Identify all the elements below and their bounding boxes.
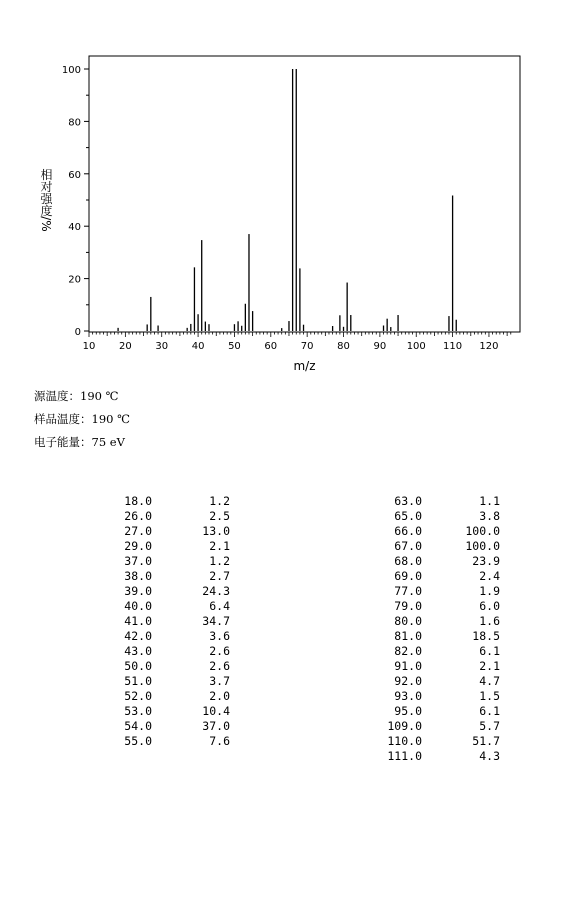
source-temperature-label: 源温度： <box>34 389 80 403</box>
mz-value: 18.0 <box>124 494 152 508</box>
plot-frame <box>89 56 520 332</box>
table-row <box>100 494 230 509</box>
x-tick-label: 60 <box>264 341 278 352</box>
table-row <box>370 749 500 764</box>
table-row <box>100 674 230 689</box>
mz-value: 52.0 <box>124 689 152 703</box>
abundance-value: 37.0 <box>202 719 230 733</box>
abundance-value: 100.0 <box>465 524 500 538</box>
table-row <box>370 584 500 599</box>
abundance-value: 2.1 <box>209 539 230 553</box>
mz-value: 38.0 <box>124 569 152 583</box>
table-row <box>100 554 230 569</box>
table-row <box>370 509 500 524</box>
abundance-value: 3.8 <box>479 509 500 523</box>
table-row <box>100 569 230 584</box>
peak-table-left <box>100 494 230 749</box>
x-tick-label: 90 <box>373 341 387 352</box>
table-row <box>370 599 500 614</box>
abundance-value: 23.9 <box>472 554 500 568</box>
table-row <box>370 629 500 644</box>
mz-value: 82.0 <box>394 644 422 658</box>
mz-value: 29.0 <box>124 539 152 553</box>
mz-value: 69.0 <box>394 569 422 583</box>
abundance-value: 100.0 <box>465 539 500 553</box>
table-row <box>100 614 230 629</box>
abundance-value: 1.2 <box>209 554 230 568</box>
table-row <box>370 524 500 539</box>
table-row <box>370 674 500 689</box>
abundance-value: 3.7 <box>209 674 230 688</box>
abundance-value: 2.7 <box>209 569 230 583</box>
mz-value: 79.0 <box>394 599 422 613</box>
y-tick-label: 0 <box>74 327 81 338</box>
abundance-value: 2.6 <box>209 659 230 673</box>
abundance-value: 4.3 <box>479 749 500 763</box>
abundance-value: 4.7 <box>479 674 500 688</box>
table-row <box>370 554 500 569</box>
x-tick-label: 20 <box>118 341 132 352</box>
x-axis-label: m/z <box>293 359 316 373</box>
table-row <box>100 539 230 554</box>
table-row <box>100 704 230 719</box>
mz-value: 43.0 <box>124 644 152 658</box>
table-row <box>370 539 500 554</box>
x-tick-label: 30 <box>155 341 169 352</box>
x-tick-label: 70 <box>300 341 314 352</box>
table-row <box>370 719 500 734</box>
table-row <box>100 629 230 644</box>
mz-value: 40.0 <box>124 599 152 613</box>
table-row <box>370 614 500 629</box>
table-row <box>370 704 500 719</box>
mz-value: 111.0 <box>387 749 422 763</box>
abundance-value: 6.0 <box>479 599 500 613</box>
sample-temperature-label: 样品温度： <box>34 412 92 426</box>
abundance-value: 5.7 <box>479 719 500 733</box>
x-tick-label: 110 <box>443 341 463 352</box>
electron-energy-label: 电子能量： <box>34 435 92 449</box>
table-row <box>370 644 500 659</box>
abundance-value: 34.7 <box>202 614 230 628</box>
abundance-value: 3.6 <box>209 629 230 643</box>
abundance-value: 1.6 <box>479 614 500 628</box>
abundance-value: 2.1 <box>479 659 500 673</box>
sample-temperature <box>34 411 130 427</box>
mz-value: 27.0 <box>124 524 152 538</box>
table-row <box>100 509 230 524</box>
mz-value: 39.0 <box>124 584 152 598</box>
electron-energy <box>34 434 125 450</box>
mz-value: 93.0 <box>394 689 422 703</box>
mz-value: 110.0 <box>387 734 422 748</box>
mz-value: 68.0 <box>394 554 422 568</box>
abundance-value: 1.9 <box>479 584 500 598</box>
table-row <box>370 659 500 674</box>
table-row <box>100 644 230 659</box>
table-row <box>100 584 230 599</box>
x-tick-label: 80 <box>337 341 350 352</box>
table-row <box>370 569 500 584</box>
mz-value: 41.0 <box>124 614 152 628</box>
abundance-value: 7.6 <box>209 734 230 748</box>
y-tick-label: 100 <box>61 65 81 76</box>
mz-value: 109.0 <box>387 719 422 733</box>
abundance-value: 1.1 <box>479 494 500 508</box>
source-temperature-value: 190 ℃ <box>80 389 119 403</box>
y-tick-label: 20 <box>68 274 81 286</box>
abundance-value: 6.4 <box>209 599 230 613</box>
abundance-value: 51.7 <box>472 734 500 748</box>
y-tick-label: 80 <box>68 117 81 129</box>
mz-value: 92.0 <box>394 674 422 688</box>
mz-value: 81.0 <box>394 629 422 643</box>
abundance-value: 10.4 <box>202 704 230 718</box>
x-tick-label: 120 <box>479 341 499 352</box>
mz-value: 80.0 <box>394 614 422 628</box>
abundance-value: 24.3 <box>202 584 230 598</box>
abundance-value: 2.4 <box>479 569 500 583</box>
mz-value: 42.0 <box>124 629 152 643</box>
abundance-value: 1.2 <box>209 494 230 508</box>
mz-value: 65.0 <box>394 509 422 523</box>
mz-value: 37.0 <box>124 554 152 568</box>
abundance-value: 2.0 <box>209 689 230 703</box>
table-row <box>370 689 500 704</box>
table-row <box>100 599 230 614</box>
table-row <box>100 659 230 674</box>
source-temperature <box>34 388 118 404</box>
mz-value: 66.0 <box>394 524 422 538</box>
y-tick-label: 60 <box>68 169 81 181</box>
mz-value: 77.0 <box>394 584 422 598</box>
x-tick-label: 40 <box>191 341 205 352</box>
mz-value: 63.0 <box>394 494 422 508</box>
electron-energy-value: 75 eV <box>91 435 125 449</box>
mz-value: 51.0 <box>124 674 152 688</box>
abundance-value: 18.5 <box>472 629 500 643</box>
mz-value: 67.0 <box>394 539 422 553</box>
mz-value: 50.0 <box>124 659 152 673</box>
mz-value: 54.0 <box>124 719 152 733</box>
abundance-value: 2.5 <box>209 509 230 523</box>
sample-temperature-value: 190 ℃ <box>91 412 130 426</box>
x-tick-label: 100 <box>406 341 426 352</box>
abundance-value: 2.6 <box>209 644 230 658</box>
mz-value: 55.0 <box>124 734 152 748</box>
y-tick-label: 40 <box>68 222 81 234</box>
abundance-value: 6.1 <box>479 704 500 718</box>
x-tick-label: 50 <box>228 341 241 352</box>
table-row <box>370 734 500 749</box>
abundance-value: 1.5 <box>479 689 500 703</box>
peak-table-right <box>370 494 500 764</box>
table-row <box>370 494 500 509</box>
mz-value: 91.0 <box>394 659 422 673</box>
y-axis-label: 相对强度/% <box>39 168 53 232</box>
table-row <box>100 524 230 539</box>
table-row <box>100 734 230 749</box>
mz-value: 26.0 <box>124 509 152 523</box>
abundance-value: 6.1 <box>479 644 500 658</box>
table-row <box>100 719 230 734</box>
abundance-value: 13.0 <box>202 524 230 538</box>
mass-spectrum-chart <box>0 0 570 380</box>
table-row <box>100 689 230 704</box>
mz-value: 53.0 <box>124 704 152 718</box>
x-tick-label: 10 <box>82 341 96 352</box>
mz-value: 95.0 <box>394 704 422 718</box>
